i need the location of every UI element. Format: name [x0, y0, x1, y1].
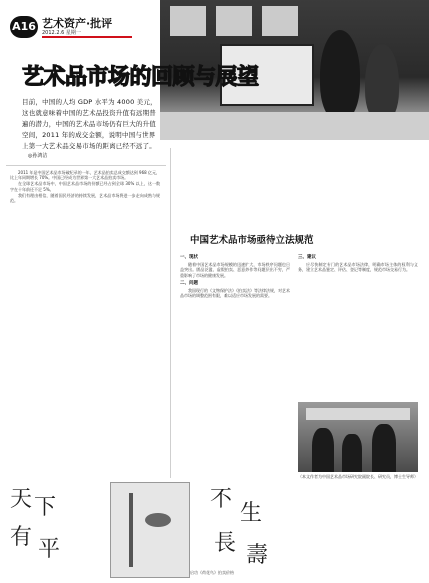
column-rule [6, 165, 166, 166]
calligraphy-glyph: 不 [210, 487, 233, 512]
photo-window [170, 6, 206, 36]
article-paragraph: 2011 年是中国艺术品市场破纪录的一年，艺术品拍卖总成交额达到 968 亿元，比上年同期增长 70%。中国已经成为世界第一大艺术品拍卖市场。 [10, 170, 160, 181]
calligraphy-artwork [10, 480, 280, 578]
article-subhead: 中国艺术品市场亟待立法规范 [190, 235, 314, 246]
calligraphy-glyph: 有 [10, 525, 33, 550]
photo-window [216, 6, 252, 36]
photo-person [320, 30, 360, 120]
calligraphy-glyph: 壽 [246, 543, 269, 568]
calligraphy-glyph: 長 [214, 531, 237, 556]
article-paragraph: 我国现行的《文物保护法》《拍卖法》等法律法规，对艺术品市场的调整范围有限，难以适应市场发展的需要。 [180, 288, 290, 299]
photo-window [262, 6, 298, 36]
photo-caption: （本文作者为中国艺术品市场研究院副院长、研究员，博士生导师） [298, 474, 418, 479]
photo-person [312, 428, 334, 472]
date-line: 2012.2.6 星期一 [42, 30, 81, 36]
section-subtitle: 三、建议 [298, 255, 316, 260]
section-title: 艺术资产·批评 [42, 17, 113, 30]
lead-paragraph: 目前，中国的人均 GDP 水平为 4000 美元，这也就意味着中国的艺术品投资升值有远期普遍的潜力，中国的艺术品市场仍有巨大的升值空间，2011 年的成交金额，说明中国与世界上第一大艺术品交易市场的距离已经不远了。 [22, 98, 157, 150]
photo-person [365, 44, 399, 122]
article-paragraph: 随着中国艺术品市场规模的迅速扩大，市场秩序问题也日益突出。赝品泛滥、虚假拍卖、恶意炒作等问题层出不穷，严重影响了市场的健康发展。 [180, 262, 290, 278]
painting-branch [129, 493, 133, 567]
bird-painting [110, 482, 190, 578]
left-article [10, 170, 160, 470]
page-number-badge: A16 [10, 16, 38, 38]
article-paragraph: 在全球艺术品市场中，中国艺术品市场的份额已经占到全球 30% 以上，这一数字在十年前还不足 5%。 [10, 181, 160, 192]
calligraphy-glyph: 下 [34, 495, 57, 520]
header-rule [42, 36, 132, 38]
exhibition-photo [298, 402, 418, 472]
right-article-col2 [298, 252, 418, 397]
section-subtitle: 二、问题 [180, 280, 198, 286]
photo-sign [306, 408, 410, 420]
calligraphy-glyph: 天 [10, 487, 33, 512]
section-subtitle: 一、现状 [180, 255, 198, 260]
headline: 艺术品市场的回顾与展望 [22, 65, 259, 90]
article-paragraph: 我们有理由相信，随着国民经济的持续发展，艺术品市场将进一步走向成熟与规范。 [10, 192, 160, 204]
calligraphy-caption: 启功《荷花鸟》拍卖价格 [190, 570, 234, 575]
painting-bird [145, 513, 171, 527]
photo-person [372, 424, 396, 472]
article-paragraph: 应尽快制定专门的艺术品市场法律，明确市场主体的权利与义务，建立艺术品鉴定、评估、登记等制度，规范市场交易行为。 [298, 262, 418, 273]
photo-person [342, 434, 362, 472]
lead-author: ◎孙鸿洁 [28, 153, 48, 159]
column-divider [170, 148, 171, 478]
photo-desk [160, 112, 429, 140]
calligraphy-glyph: 生 [240, 501, 263, 526]
calligraphy-glyph: 平 [38, 537, 61, 562]
